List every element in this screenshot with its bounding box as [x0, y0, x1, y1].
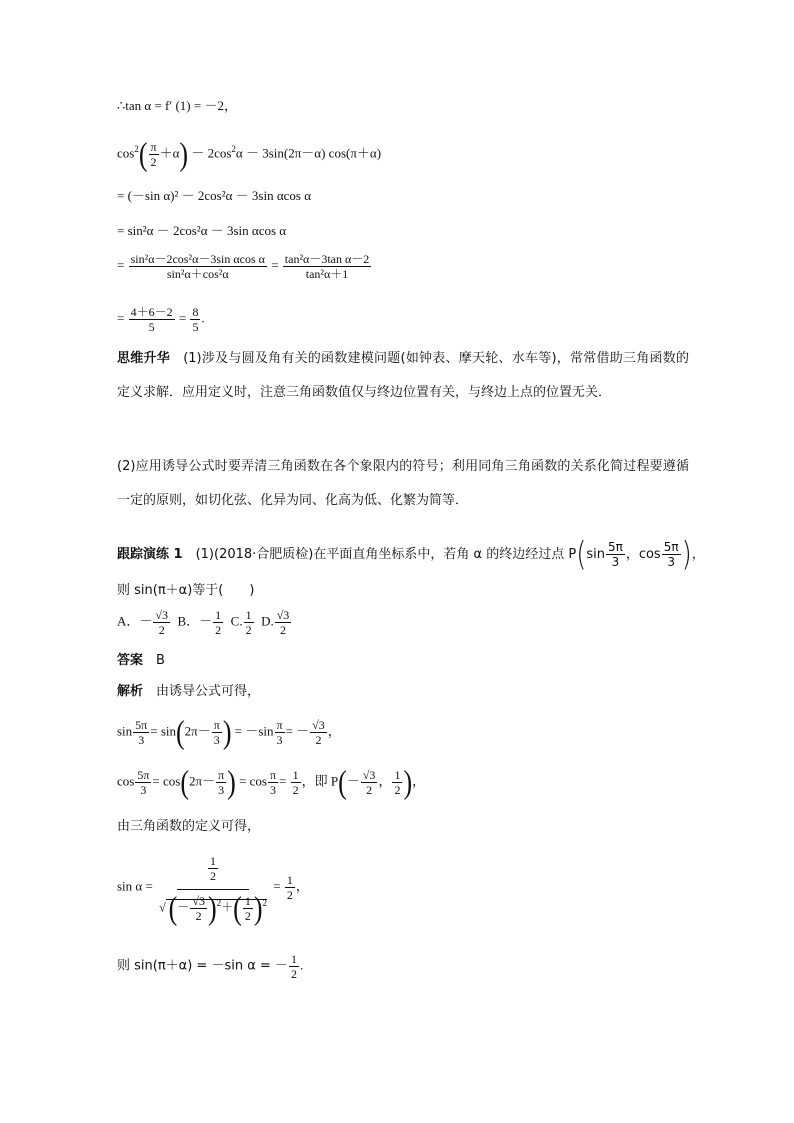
analysis-label: 解析	[117, 684, 144, 699]
exercise-stem: 跟踪演练 1 (1)(2018·合肥质检)在平面直角坐标系中，若角 α 的终边经过点 P(sin $\frac{5\pi}{3}$ ，cos $\frac{5\pi}{3}$ )，	[117, 535, 705, 574]
answer-line	[117, 652, 165, 670]
exercise-options: A．－ $\frac{√3}{2}$ B．－ $\frac{1}{2}$ C. $\frac{1}{2}$ D. $\frac{√3}{2}$	[117, 608, 290, 637]
definition-line: 由三角函数的定义可得，	[117, 819, 261, 834]
answer-label: 答案	[117, 653, 144, 668]
option-d: D.	[261, 613, 274, 629]
solution-line-6: = $\frac{4+6-2}{5}$ = $\frac{8}{5}$ .	[117, 305, 205, 334]
exercise-label: 跟踪演练 1	[117, 547, 183, 562]
option-c: C.	[230, 613, 243, 629]
sin-alpha-line: sin α = $\frac{1}{2}$ √ (－ $\frac{√3}{2}$ )$^2$＋( $\frac{1}{2}$ )$^2$ = $\frac{1}{2}$ ，	[117, 854, 309, 926]
answer-value: B	[156, 653, 165, 668]
analysis-line: 解析 由诱导公式可得，	[117, 684, 261, 699]
solution-line-3: = (－sin α)² － 2cos²α － 3sin αcos α	[117, 188, 312, 203]
thinking-paragraph-2: (2)应用诱导公式时要弄清三角函数在各个象限内的符号；利用同角三角函数的关系化简过程要遵循一定的原则，如切化弦、化异为同、化高为低、化繁为简等．	[117, 459, 689, 508]
option-a: A．－	[117, 613, 153, 629]
solution-line-5: = $\frac{\text{sin²α－2cos²α－3sin αcos α}}{\text{sin²α＋cos²α}}$ = $\frac{\text{tan²α－3tan α－2}}{\text{tan²α＋1}}$	[117, 252, 370, 281]
solution-line-2: $\cos^2$( $\frac{\pi}{2}$ $+\alpha) - 2\cos^2\alpha - 3\sin(2\pi-\alpha)$ cos(π＋α)	[117, 135, 382, 172]
analysis-sin-line: sin $\frac{5\pi}{3}$ = sin(2π－ $\frac{\pi}{3}$ ) = －sin $\frac{\pi}{3}$ = － $\frac{√3}{2}$ ，	[117, 713, 341, 750]
thinking-paragraph-1: 思维升华 (1)涉及与圆及角有关的函数建模问题(如钟表、摩天轮、水车等)，常常借助三角函数的定义求解．应用定义时，注意三角函数值仅与终边位置有关，与终边上点的位置无关．	[117, 351, 689, 400]
solution-line-4: = sin²α － 2cos²α － 3sin αcos α	[117, 223, 287, 238]
solution-line-1	[117, 97, 237, 115]
option-b: B．－	[177, 613, 213, 629]
thinking-label: 思维升华	[117, 351, 170, 366]
final-line: 则 sin(π＋α) = －sin α = － $\frac{1}{2}$ .	[117, 952, 304, 981]
exercise-question: 则 sin(π＋α)等于( )	[117, 583, 255, 598]
tan-value-line: ∴tan α = f′ (1) = －2，	[117, 98, 237, 113]
analysis-cos-line: cos $\frac{5\pi}{3}$ = cos(2π－ $\frac{\pi}{3}$ ) = cos $\frac{\pi}{3}$ = $\frac{1}{2}$ ，即 P(－ $\frac{√3}{2}$ ， $\frac{1}{2}$ )，	[117, 763, 426, 800]
